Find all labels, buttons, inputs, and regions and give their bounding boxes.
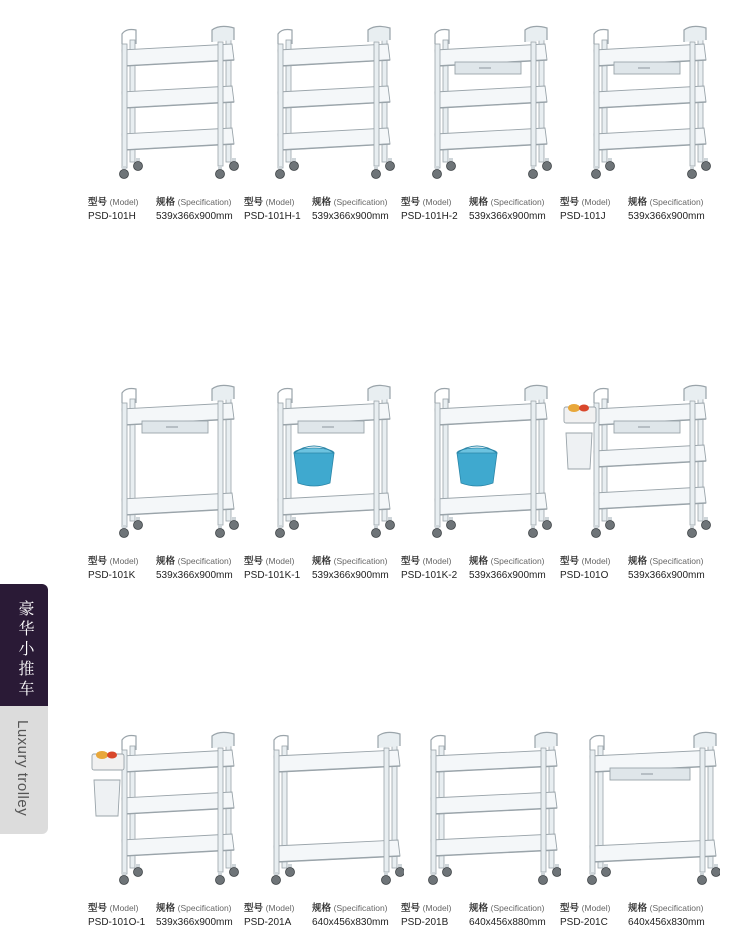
model-label-zh: 型号 <box>88 903 108 914</box>
spec-value: 640x456x830mm <box>312 917 389 928</box>
trolley-image <box>244 22 404 182</box>
model-value: PSD-101K <box>88 570 136 581</box>
spec-label-en: (Specification) <box>490 903 545 913</box>
model-label-zh: 型号 <box>560 197 580 208</box>
product-card <box>244 728 404 928</box>
spec-label-zh: 规格 <box>469 556 489 567</box>
trolley-image <box>560 728 720 888</box>
spec-label-zh: 规格 <box>156 197 176 208</box>
spec-value: 640x456x880mm <box>469 917 546 928</box>
model-label-en: (Model) <box>581 903 611 913</box>
spec-label-en: (Specification) <box>177 903 232 913</box>
model-value: PSD-201B <box>401 917 449 928</box>
category-tab-chinese-label: 豪华小推车 <box>16 600 35 700</box>
spec-value: 539x366x900mm <box>469 211 546 222</box>
model-value: PSD-101O <box>560 570 609 581</box>
spec-value: 539x366x900mm <box>156 211 233 222</box>
model-label-en: (Model) <box>265 556 295 566</box>
category-tab-english[interactable] <box>0 706 48 834</box>
model-value: PSD-201C <box>560 917 608 928</box>
spec-label-zh: 规格 <box>628 197 648 208</box>
trolley-image <box>88 22 248 182</box>
spec-value: 539x366x900mm <box>156 917 233 928</box>
model-value: PSD-101K-1 <box>244 570 301 581</box>
spec-label-en: (Specification) <box>177 197 232 207</box>
trolley-image <box>560 22 720 182</box>
spec-value: 539x366x900mm <box>312 570 389 581</box>
category-tab-chinese[interactable] <box>0 584 48 706</box>
spec-label-zh: 规格 <box>628 903 648 914</box>
trolley-image <box>244 728 404 888</box>
product-card <box>88 728 248 928</box>
model-label-zh: 型号 <box>560 903 580 914</box>
trolley-image <box>401 22 561 182</box>
model-label-en: (Model) <box>109 556 139 566</box>
model-label-en: (Model) <box>265 903 295 913</box>
product-card <box>401 728 561 928</box>
model-label-en: (Model) <box>422 903 452 913</box>
spec-value: 539x366x900mm <box>156 570 233 581</box>
spec-label-zh: 规格 <box>156 903 176 914</box>
trolley-image <box>244 381 404 541</box>
product-card <box>560 22 720 222</box>
product-card <box>244 381 404 581</box>
trolley-image <box>401 381 561 541</box>
model-label-en: (Model) <box>581 556 611 566</box>
product-card <box>88 22 248 222</box>
spec-label-en: (Specification) <box>649 197 704 207</box>
model-label-zh: 型号 <box>88 197 108 208</box>
model-label-zh: 型号 <box>244 556 264 567</box>
model-value: PSD-101H-1 <box>244 211 301 222</box>
model-label-en: (Model) <box>109 197 139 207</box>
spec-value: 539x366x900mm <box>469 570 546 581</box>
spec-value: 539x366x900mm <box>312 211 389 222</box>
product-card <box>401 381 561 581</box>
spec-label-zh: 规格 <box>312 197 332 208</box>
model-value: PSD-101H-2 <box>401 211 458 222</box>
model-label-zh: 型号 <box>401 903 421 914</box>
spec-value: 539x366x900mm <box>628 211 705 222</box>
trolley-image <box>88 728 248 888</box>
spec-label-zh: 规格 <box>628 556 648 567</box>
spec-label-zh: 规格 <box>469 197 489 208</box>
product-card <box>244 22 404 222</box>
model-value: PSD-101O-1 <box>88 917 146 928</box>
spec-label-en: (Specification) <box>490 197 545 207</box>
model-label-zh: 型号 <box>244 903 264 914</box>
model-label-en: (Model) <box>422 197 452 207</box>
trolley-image <box>401 728 561 888</box>
product-card <box>88 381 248 581</box>
spec-label-zh: 规格 <box>312 903 332 914</box>
spec-label-zh: 规格 <box>156 556 176 567</box>
spec-label-en: (Specification) <box>649 556 704 566</box>
trolley-image <box>560 381 720 541</box>
model-value: PSD-101J <box>560 211 606 222</box>
model-label-zh: 型号 <box>88 556 108 567</box>
model-label-en: (Model) <box>265 197 295 207</box>
model-label-zh: 型号 <box>560 556 580 567</box>
model-label-zh: 型号 <box>401 197 421 208</box>
spec-label-en: (Specification) <box>333 197 388 207</box>
spec-label-zh: 规格 <box>469 903 489 914</box>
category-tab-english-label: Luxury trolley <box>14 720 31 817</box>
model-label-en: (Model) <box>581 197 611 207</box>
spec-label-en: (Specification) <box>333 903 388 913</box>
spec-value: 539x366x900mm <box>628 570 705 581</box>
product-card <box>560 728 720 928</box>
product-card <box>401 22 561 222</box>
spec-label-en: (Specification) <box>649 903 704 913</box>
trolley-image <box>88 381 248 541</box>
spec-label-en: (Specification) <box>177 556 232 566</box>
model-value: PSD-201A <box>244 917 292 928</box>
model-label-zh: 型号 <box>401 556 421 567</box>
spec-value: 640x456x830mm <box>628 917 705 928</box>
spec-label-en: (Specification) <box>490 556 545 566</box>
model-value: PSD-101H <box>88 211 136 222</box>
spec-label-en: (Specification) <box>333 556 388 566</box>
product-card <box>560 381 720 581</box>
model-label-zh: 型号 <box>244 197 264 208</box>
spec-label-zh: 规格 <box>312 556 332 567</box>
model-value: PSD-101K-2 <box>401 570 458 581</box>
model-label-en: (Model) <box>109 903 139 913</box>
model-label-en: (Model) <box>422 556 452 566</box>
